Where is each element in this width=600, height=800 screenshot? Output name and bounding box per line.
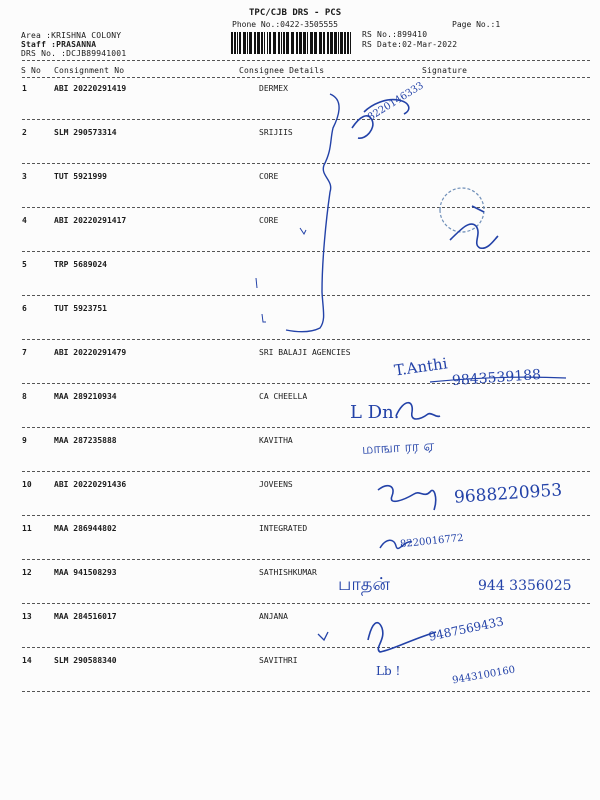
row-consignment-no: MAA 284516017 <box>54 612 117 621</box>
row-sno: 4 <box>22 216 27 225</box>
row-sno: 3 <box>22 172 27 181</box>
row8-signature <box>396 403 440 419</box>
area-label: Area :KRISHNA COLONY <box>21 31 122 40</box>
row-consignee: DERMEX <box>259 84 288 93</box>
col-consignee: Consignee Details <box>239 66 325 75</box>
row5-mark <box>256 278 257 288</box>
row-sno: 9 <box>22 436 27 445</box>
row7-name: T.Anthi <box>393 354 449 380</box>
row-consignment-no: TUT 5921999 <box>54 172 107 181</box>
row13-phone: 9487569433 <box>427 614 505 644</box>
col-sno: S No <box>21 66 42 75</box>
bracket-scribble <box>286 94 339 332</box>
row-consignment-no: ABI 20220291436 <box>54 480 127 489</box>
row-sno: 7 <box>22 348 27 357</box>
row-consignee: CA CHEELLA <box>259 392 308 401</box>
col-signature: Signature <box>422 66 468 75</box>
row-sno: 14 <box>22 656 32 665</box>
row-sno: 5 <box>22 260 27 269</box>
row-consignment-no: MAA 286944802 <box>54 524 117 533</box>
row4-stamp <box>440 188 484 232</box>
row-consignee: SATHISHKUMAR <box>259 568 317 577</box>
row11-phone: 8220016772 <box>399 532 465 551</box>
row-consignment-no: ABI 20220291419 <box>54 84 127 93</box>
row-sno: 10 <box>22 480 32 489</box>
rs-date: RS Date:02-Mar-2022 <box>362 40 458 49</box>
row-consignment-no: MAA 289210934 <box>54 392 117 401</box>
row-sno: 12 <box>22 568 32 577</box>
row-consignee: SAVITHRI <box>259 656 298 665</box>
row10-signature <box>378 486 436 510</box>
row-sno: 2 <box>22 128 27 137</box>
row-consignment-no: SLM 290573314 <box>54 128 117 137</box>
row2-phone: 8220146333 <box>366 80 426 124</box>
row-sno: 8 <box>22 392 27 401</box>
row-consignee: CORE <box>259 216 279 225</box>
phone-number: Phone No.:0422-3505555 <box>232 20 338 29</box>
row7-phone: 9843539188 <box>451 366 542 390</box>
row9-tamil-signature: மாஙா ரர ஏ <box>361 438 435 458</box>
row-consignment-no: ABI 20220291479 <box>54 348 127 357</box>
rs-number: RS No.:899410 <box>362 30 428 39</box>
sheet-title: TPC/CJB DRS - PCS <box>249 8 342 18</box>
row-sno: 11 <box>22 524 32 533</box>
row-consignment-no: SLM 290588340 <box>54 656 117 665</box>
row-consignment-no: TRP 5689024 <box>54 260 107 269</box>
staff-label: Staff :PRASANNA <box>21 40 97 49</box>
row-consignee: JOVEENS <box>259 480 293 489</box>
drs-number: DRS No. :DCJB89941001 <box>21 49 127 58</box>
row-sno: 13 <box>22 612 32 621</box>
row-consignee: INTEGRATED <box>259 524 308 533</box>
row-consignee: SRIJIIS <box>259 128 293 137</box>
row4-mark <box>300 228 306 234</box>
row8-signature-text: L Dn. <box>350 402 400 423</box>
row14-signature-text: Lb ! <box>376 664 401 678</box>
row-sno: 1 <box>22 84 27 93</box>
row12-tamil-signature: பாதன் <box>338 574 390 595</box>
row-consignee: KAVITHA <box>259 436 293 445</box>
row-consignment-no: TUT 5923751 <box>54 304 107 313</box>
row14-phone: 9443100160 <box>451 664 517 687</box>
row-consignee: SRI BALAJI AGENCIES <box>259 348 351 357</box>
row13-signature <box>368 623 436 652</box>
row-consignment-no: MAA 287235888 <box>54 436 117 445</box>
row-consignment-no: ABI 20220291417 <box>54 216 127 225</box>
row-sno: 6 <box>22 304 27 313</box>
row-consignee: CORE <box>259 172 279 181</box>
row-consignee: ANJANA <box>259 612 288 621</box>
row6-mark <box>262 314 266 322</box>
row13-tick <box>318 632 328 640</box>
page-number: Page No.:1 <box>452 20 501 29</box>
row4-signature <box>450 206 498 248</box>
row-consignment-no: MAA 941508293 <box>54 568 117 577</box>
row10-phone: 9688220953 <box>453 480 563 508</box>
col-consignment: Consignment No <box>54 66 125 75</box>
row12-phone: 944 3356025 <box>478 578 572 594</box>
